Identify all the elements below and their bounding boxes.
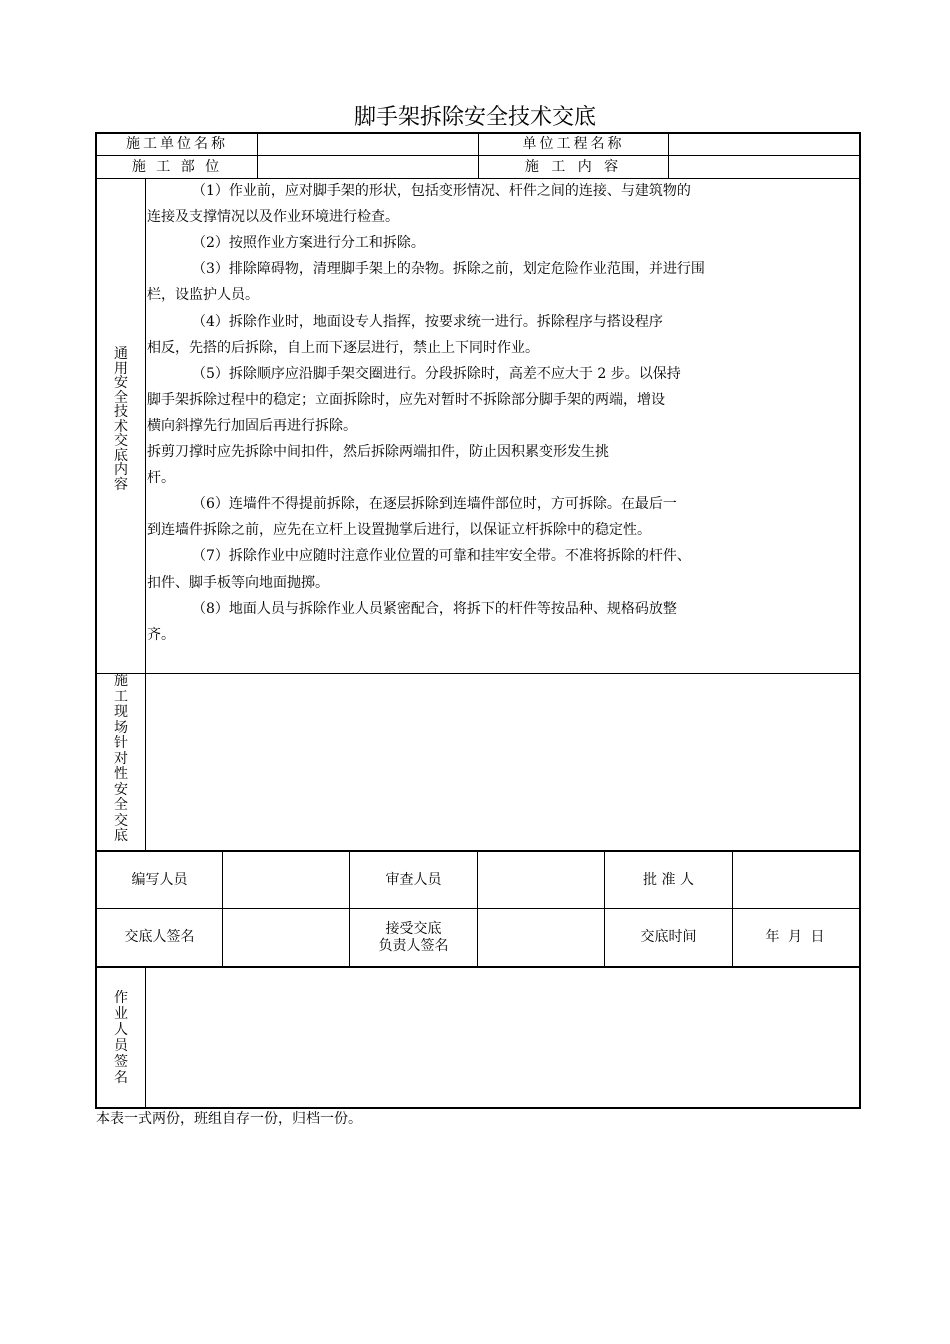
general-content-line: 横向斜撑先行加固后再进行拆除。 bbox=[147, 417, 357, 434]
time-label: 交底时间 bbox=[640, 929, 697, 945]
page-title: 脚手架拆除安全技术交底 bbox=[353, 105, 596, 130]
general-content-line: 拆剪刀撑时应先拆除中间扣件，然后拆除两端扣件，防止因积累变形发生挑 bbox=[147, 444, 609, 460]
general-content-line: （5）拆除顺序应沿脚手架交圈进行。分段拆除时，高差不应大于 2 步。以保持 bbox=[192, 365, 681, 382]
discloser-value[interactable] bbox=[223, 909, 349, 966]
general-content-line: （7）拆除作业中应随时注意作业位置的可靠和挂牢安全带。不准将拆除的杆件、 bbox=[192, 548, 691, 565]
site-safety-content[interactable] bbox=[146, 674, 860, 850]
unit-name-value[interactable] bbox=[258, 133, 478, 155]
writer-label: 编写人员 bbox=[131, 871, 188, 888]
discloser-label: 交底人签名 bbox=[124, 929, 195, 945]
footer-note: 本表一式两份，班组自存一份，归档一份。 bbox=[96, 1111, 362, 1127]
general-content-line: （4）拆除作业时，地面设专人指挥，按要求统一进行。拆除程序与搭设程序 bbox=[192, 313, 663, 330]
worker-signature-area[interactable] bbox=[146, 968, 860, 1107]
general-content-line: （8）地面人员与拆除作业人员紧密配合，将拆下的杆件等按品种、规格码放整 bbox=[192, 600, 677, 617]
general-content-line: （2）按照作业方案进行分工和拆除。 bbox=[192, 235, 425, 252]
general-safety-label: 通 用 安 全 技 术 交 底 内 容 bbox=[114, 346, 128, 493]
receiver-label-line2: 负责人签名 bbox=[378, 937, 449, 954]
receiver-label bbox=[350, 909, 477, 966]
general-content-line: 齐。 bbox=[147, 626, 175, 643]
content-value[interactable] bbox=[669, 156, 859, 178]
general-content-line: 连接及支撑情况以及作业环境进行检查。 bbox=[147, 209, 399, 226]
location-value[interactable] bbox=[258, 156, 478, 178]
general-content-line: 相反，先搭的后拆除，自上而下逐层进行，禁止上下同时作业。 bbox=[147, 339, 539, 356]
unit-name-label: 施工单位名称 bbox=[126, 135, 228, 152]
project-name-value[interactable] bbox=[669, 133, 859, 155]
general-content-line: 脚手架拆除过程中的稳定；立面拆除时，应先对暂时不拆除部分脚手架的两端，增设 bbox=[147, 391, 665, 408]
location-label: 施 工 部 位 bbox=[131, 158, 223, 175]
general-content-line: 栏，设监护人员。 bbox=[147, 287, 259, 304]
site-safety-label: 施 工 现 场 针 对 性 安 全 交 底 bbox=[114, 673, 128, 844]
general-content-line: 扣件、脚手板等向地面抛掷。 bbox=[147, 574, 329, 591]
worker-signature-label: 作 业 人 员 签 名 bbox=[114, 990, 128, 1086]
receiver-value[interactable] bbox=[478, 909, 604, 966]
project-name-label: 单位工程名称 bbox=[522, 135, 625, 152]
date-value[interactable]: 年 月 日 bbox=[765, 929, 827, 945]
approver-value[interactable] bbox=[733, 852, 859, 908]
general-content-line: （3）排除障碍物，清理脚手架上的杂物。拆除之前，划定危险作业范围，并进行围 bbox=[192, 261, 705, 278]
general-content-line: 杆。 bbox=[147, 470, 175, 487]
writer-value[interactable] bbox=[223, 852, 349, 908]
reviewer-label: 审查人员 bbox=[385, 871, 442, 888]
general-content-line: 到连墙件拆除之前，应先在立杆上设置抛掌后进行，以保证立杆拆除中的稳定性。 bbox=[147, 522, 651, 539]
approver-label: 批 准 人 bbox=[643, 871, 694, 888]
receiver-label-line1: 接受交底 bbox=[385, 920, 442, 937]
reviewer-value[interactable] bbox=[478, 852, 604, 908]
general-content-line: （6）连墙件不得提前拆除，在逐层拆除到连墙件部位时，方可拆除。在最后一 bbox=[192, 496, 677, 513]
content-label: 施 工 内 容 bbox=[524, 158, 623, 175]
general-content-line: （1）作业前，应对脚手架的形状，包括变形情况、杆件之间的连接、与建筑物的 bbox=[192, 183, 691, 199]
row-divider bbox=[96, 178, 860, 179]
